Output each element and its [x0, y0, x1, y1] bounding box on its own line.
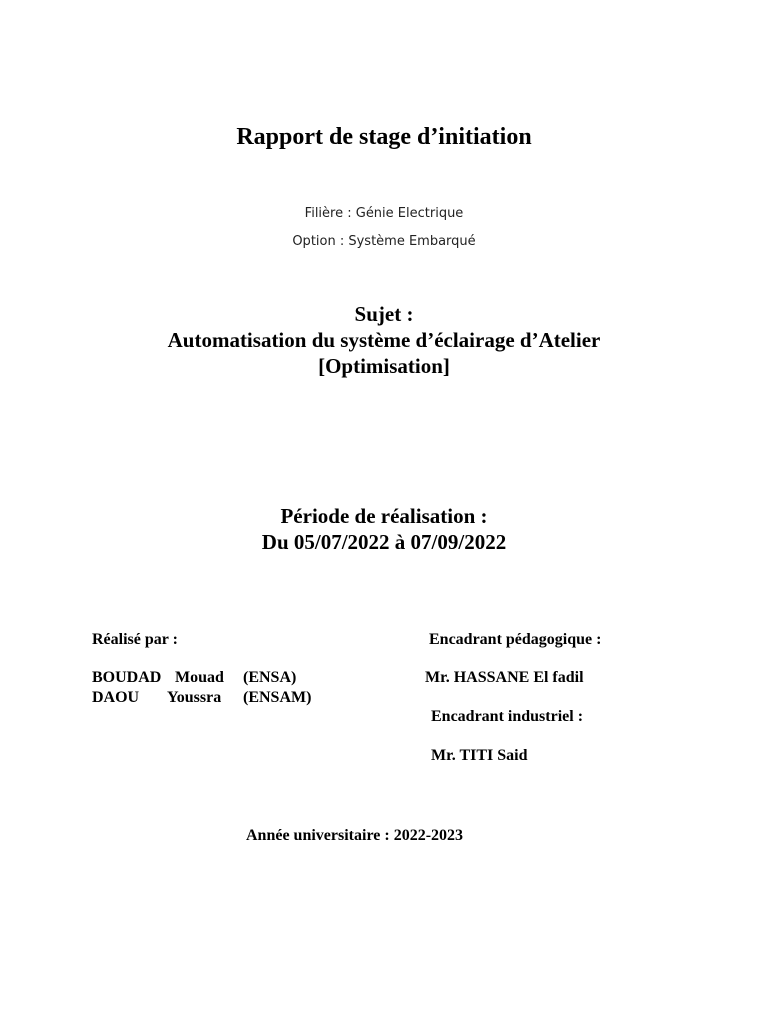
option-line: Option : Système Embarqué: [292, 234, 476, 249]
student-last-name: BOUDAD: [92, 669, 162, 686]
student-school: (ENSAM): [243, 689, 312, 706]
periode-label: Période de réalisation :: [280, 504, 488, 528]
encadrant-industriel-name: Mr. TITI Said: [431, 747, 528, 764]
sujet-line-2: [Optimisation]: [318, 354, 450, 378]
periode-dates: Du 05/07/2022 à 07/09/2022: [261, 530, 507, 554]
student-first-name: Youssra: [167, 689, 222, 706]
sujet-label: Sujet :: [354, 302, 414, 326]
student-first-name: Mouad: [175, 669, 224, 686]
student-school: (ENSA): [243, 669, 297, 686]
realise-par-label: Réalisé par :: [92, 631, 178, 648]
encadrant-pedagogique-label: Encadrant pédagogique :: [429, 631, 602, 648]
encadrant-pedagogique-name: Mr. HASSANE El fadil: [425, 669, 584, 686]
annee-universitaire: Année universitaire : 2022-2023: [246, 827, 464, 844]
report-title: Rapport de stage d’initiation: [236, 124, 532, 150]
student-last-name: DAOU: [92, 689, 140, 706]
sujet-line-1: Automatisation du système d’éclairage d’Atelier: [167, 328, 601, 352]
encadrant-industriel-label: Encadrant industriel :: [431, 708, 584, 725]
filiere-line: Filière : Génie Electrique: [304, 206, 464, 221]
